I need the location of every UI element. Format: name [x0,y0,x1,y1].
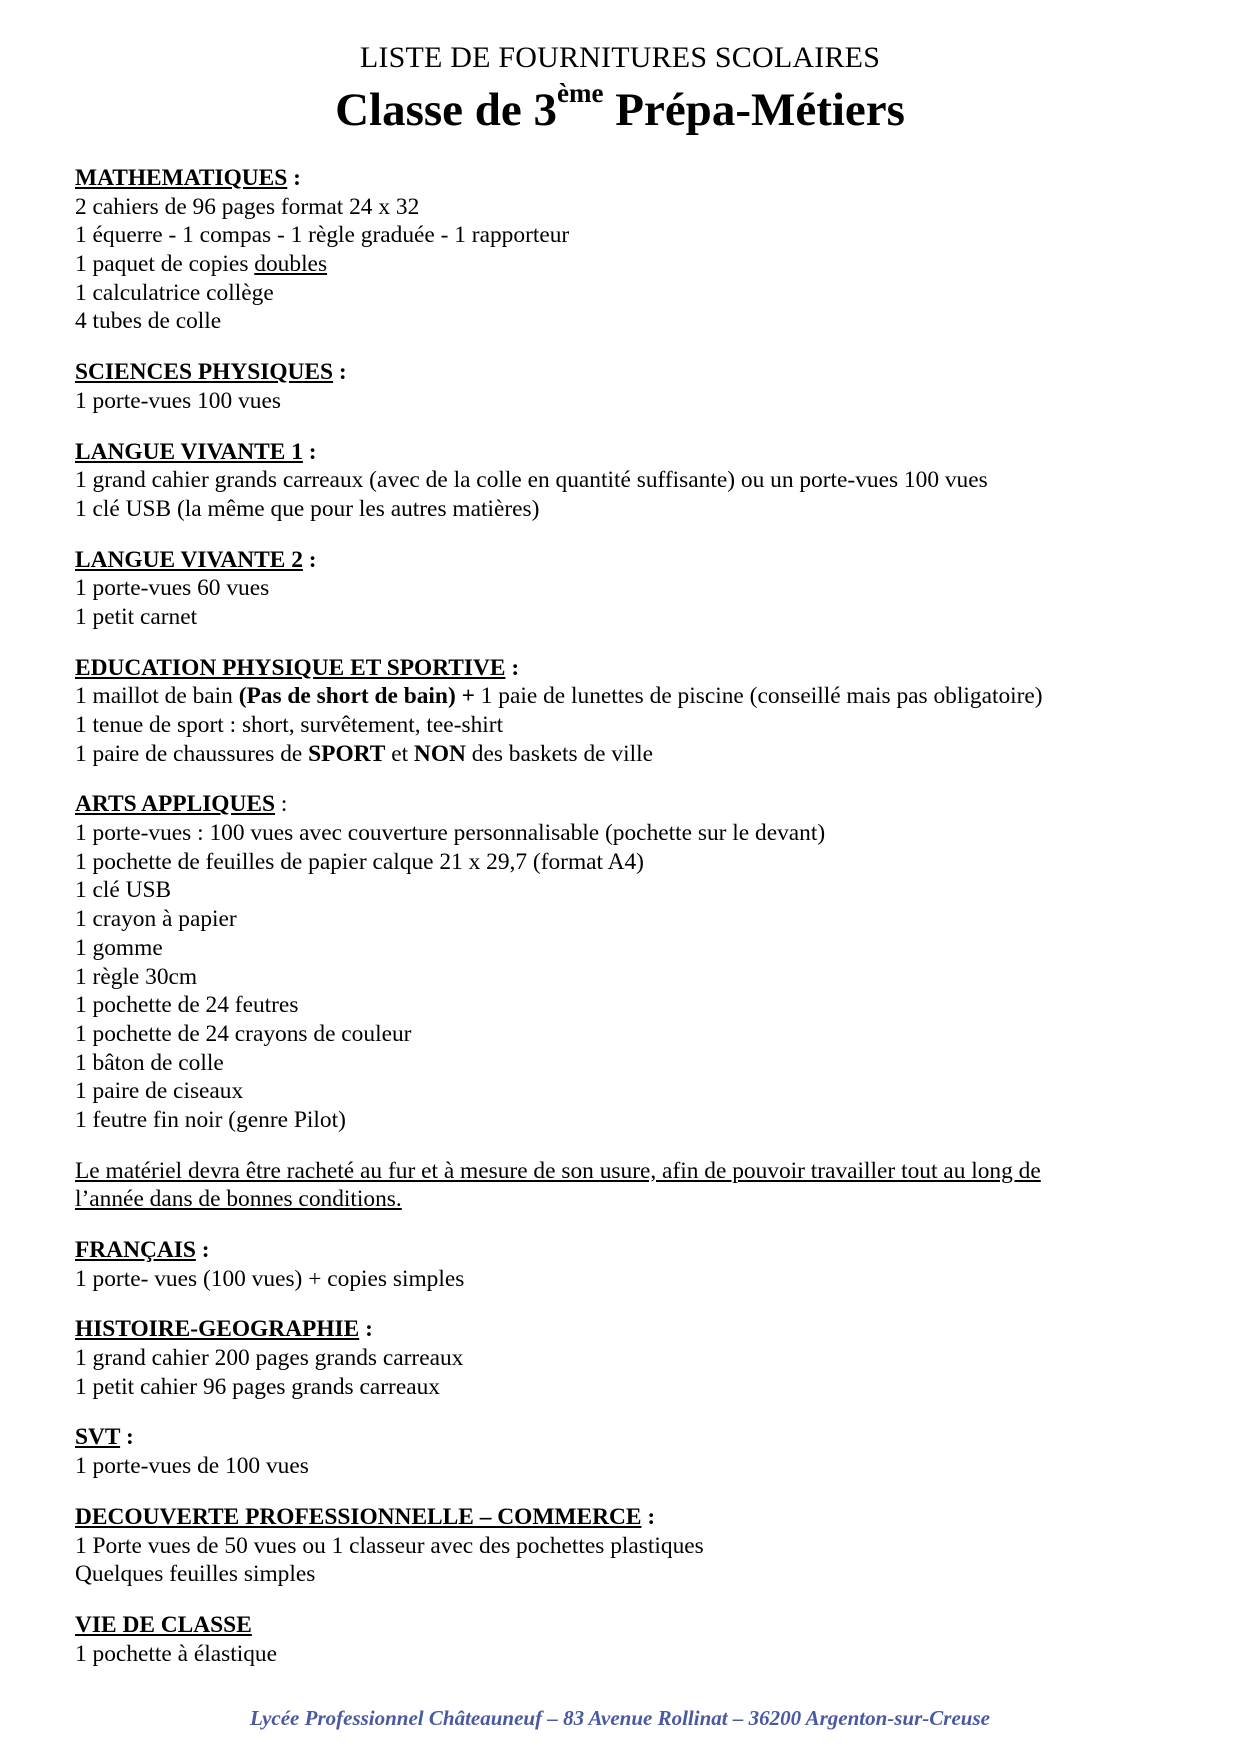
list-item: 1 pochette de 24 feutres [75,992,299,1019]
item-text: 1 paquet de copies [75,251,255,278]
section-heading [75,438,1175,467]
list-item [75,740,1175,769]
item-text: 1 paire de chaussures de [75,740,309,767]
item-text: 1 paie de lunettes de piscine (conseillé mais pas obligatoire) [474,683,1043,710]
heading-label: MATHEMATIQUES [75,165,288,191]
section-vie-de-classe [75,1611,1175,1668]
list-item: 1 pochette à élastique [75,1640,277,1667]
list-item: 1 paire de ciseaux [75,1078,244,1105]
list-item: 1 calculatrice collège [75,279,274,306]
heading-label: EDUCATION PHYSIQUE ET SPORTIVE [75,654,506,681]
section-svt [75,1423,1175,1480]
list-item: 1 feutre fin noir (genre Pilot) [75,1106,346,1133]
heading-colon: : [195,1237,210,1263]
heading-label: LANGUE VIVANTE 2 [75,546,303,573]
section-eps [75,654,1175,769]
section-heading [75,654,1175,683]
section-heading [75,1503,1175,1532]
subtitle-prefix: Classe de 3 [335,84,558,136]
section-heading [75,1611,1175,1640]
heading-label: FRANÇAIS [75,1237,196,1263]
heading-colon: : [641,1503,656,1530]
list-item: 1 pochette de feuilles de papier calque 21 x 29,7 (format A4) [75,848,644,875]
section-physique [75,358,1175,415]
heading-colon: : [287,165,301,191]
section-heading [75,1423,1175,1452]
list-item: 1 clé USB [75,877,172,904]
heading-label: SVT [75,1424,121,1451]
list-item: 1 grand cahier grands carreaux (avec de la colle en quantité suffisante) ou un porte-vues 100 vues [75,467,988,494]
list-item: 1 porte-vues 100 vues [75,387,281,414]
heading-label: ARTS APPLIQUES [75,791,275,818]
list-item: 1 règle 30cm [75,963,198,990]
list-item: 1 Porte vues de 50 vues ou 1 classeur avec des pochettes plastiques [75,1532,704,1559]
list-item: 2 cahiers de 96 pages format 24 x 32 [75,193,420,220]
list-item [75,682,1175,711]
page-footer: Lycée Professionnel Châteauneuf – 83 Avenue Rollinat – 36200 Argenton-sur-Creuse [250,1706,990,1730]
section-lv2 [75,546,1175,632]
section-heading [75,546,1175,575]
list-item: 1 gomme [75,934,163,961]
heading-colon: : [120,1424,134,1451]
section-decouverte [75,1503,1175,1589]
section-histoire [75,1315,1175,1401]
document-title: LISTE DE FOURNITURES SCOLAIRES [359,41,881,74]
heading-label: VIE DE CLASSE [75,1611,252,1638]
heading-colon: : [333,359,347,386]
list-item: 1 équerre - 1 compas - 1 règle graduée - 1 rapporteur [75,222,570,249]
section-heading [75,164,1175,193]
heading-label: LANGUE VIVANTE 1 [75,438,303,465]
section-lv1 [75,438,1175,524]
list-item: 1 bâton de colle [75,1049,224,1076]
item-text: des baskets de ville [465,740,653,767]
section-arts [75,790,1175,1134]
section-heading [75,1236,1175,1265]
heading-label: SCIENCES PHYSIQUES [75,359,334,386]
item-bold-text: NON [413,740,466,767]
subtitle-superscript: ème [557,78,604,108]
supply-list [75,164,1175,1690]
list-item: 1 petit cahier 96 pages grands carreaux [75,1373,440,1400]
list-item: Quelques feuilles simples [75,1561,316,1588]
list-item: 1 porte- vues (100 vues) + copies simples [75,1265,465,1292]
list-item: 1 porte-vues de 100 vues [75,1453,309,1480]
heading-colon: : [302,546,317,573]
heading-colon: : [505,654,520,681]
list-item: 1 porte-vues 60 vues [75,575,270,602]
list-item: 1 clé USB (la même que pour les autres matières) [75,495,540,522]
list-item [75,250,1175,279]
item-text: et [385,740,414,767]
section-francais [75,1236,1175,1293]
list-item: 1 grand cahier 200 pages grands carreaux [75,1345,464,1372]
note-line: Le matériel devra être racheté au fur et à mesure de son usure, afin de pouvoir travailler tout au long de [75,1157,1041,1184]
list-item: 1 crayon à papier [75,906,237,933]
list-item: 1 petit carnet [75,603,198,630]
document-subtitle [0,78,1240,138]
heading-colon: : [302,438,317,465]
note-line: l’année dans de bonnes conditions. [75,1186,402,1213]
item-bold-text: SPORT [308,740,386,767]
section-maths [75,164,1175,336]
heading-label: DECOUVERTE PROFESSIONNELLE – COMMERCE [75,1503,642,1530]
heading-label: HISTOIRE-GEOGRAPHIE [75,1316,360,1343]
section-heading [75,358,1175,387]
heading-colon: : [275,791,288,818]
list-item: 4 tubes de colle [75,308,222,335]
heading-colon: : [359,1316,373,1343]
item-text: 1 maillot de bain [75,683,239,710]
item-bold-text: (Pas de short de bain) + [238,683,475,710]
section-heading [75,790,1175,819]
section-note [75,1157,1175,1214]
section-heading [75,1315,1175,1344]
list-item: 1 porte-vues : 100 vues avec couverture personnalisable (pochette sur le devant) [75,820,826,847]
list-item: 1 pochette de 24 crayons de couleur [75,1020,412,1047]
list-item: 1 tenue de sport : short, survêtement, tee-shirt [75,712,504,738]
subtitle-suffix: Prépa-Métiers [603,84,905,136]
item-underlined-text: doubles [254,251,328,278]
